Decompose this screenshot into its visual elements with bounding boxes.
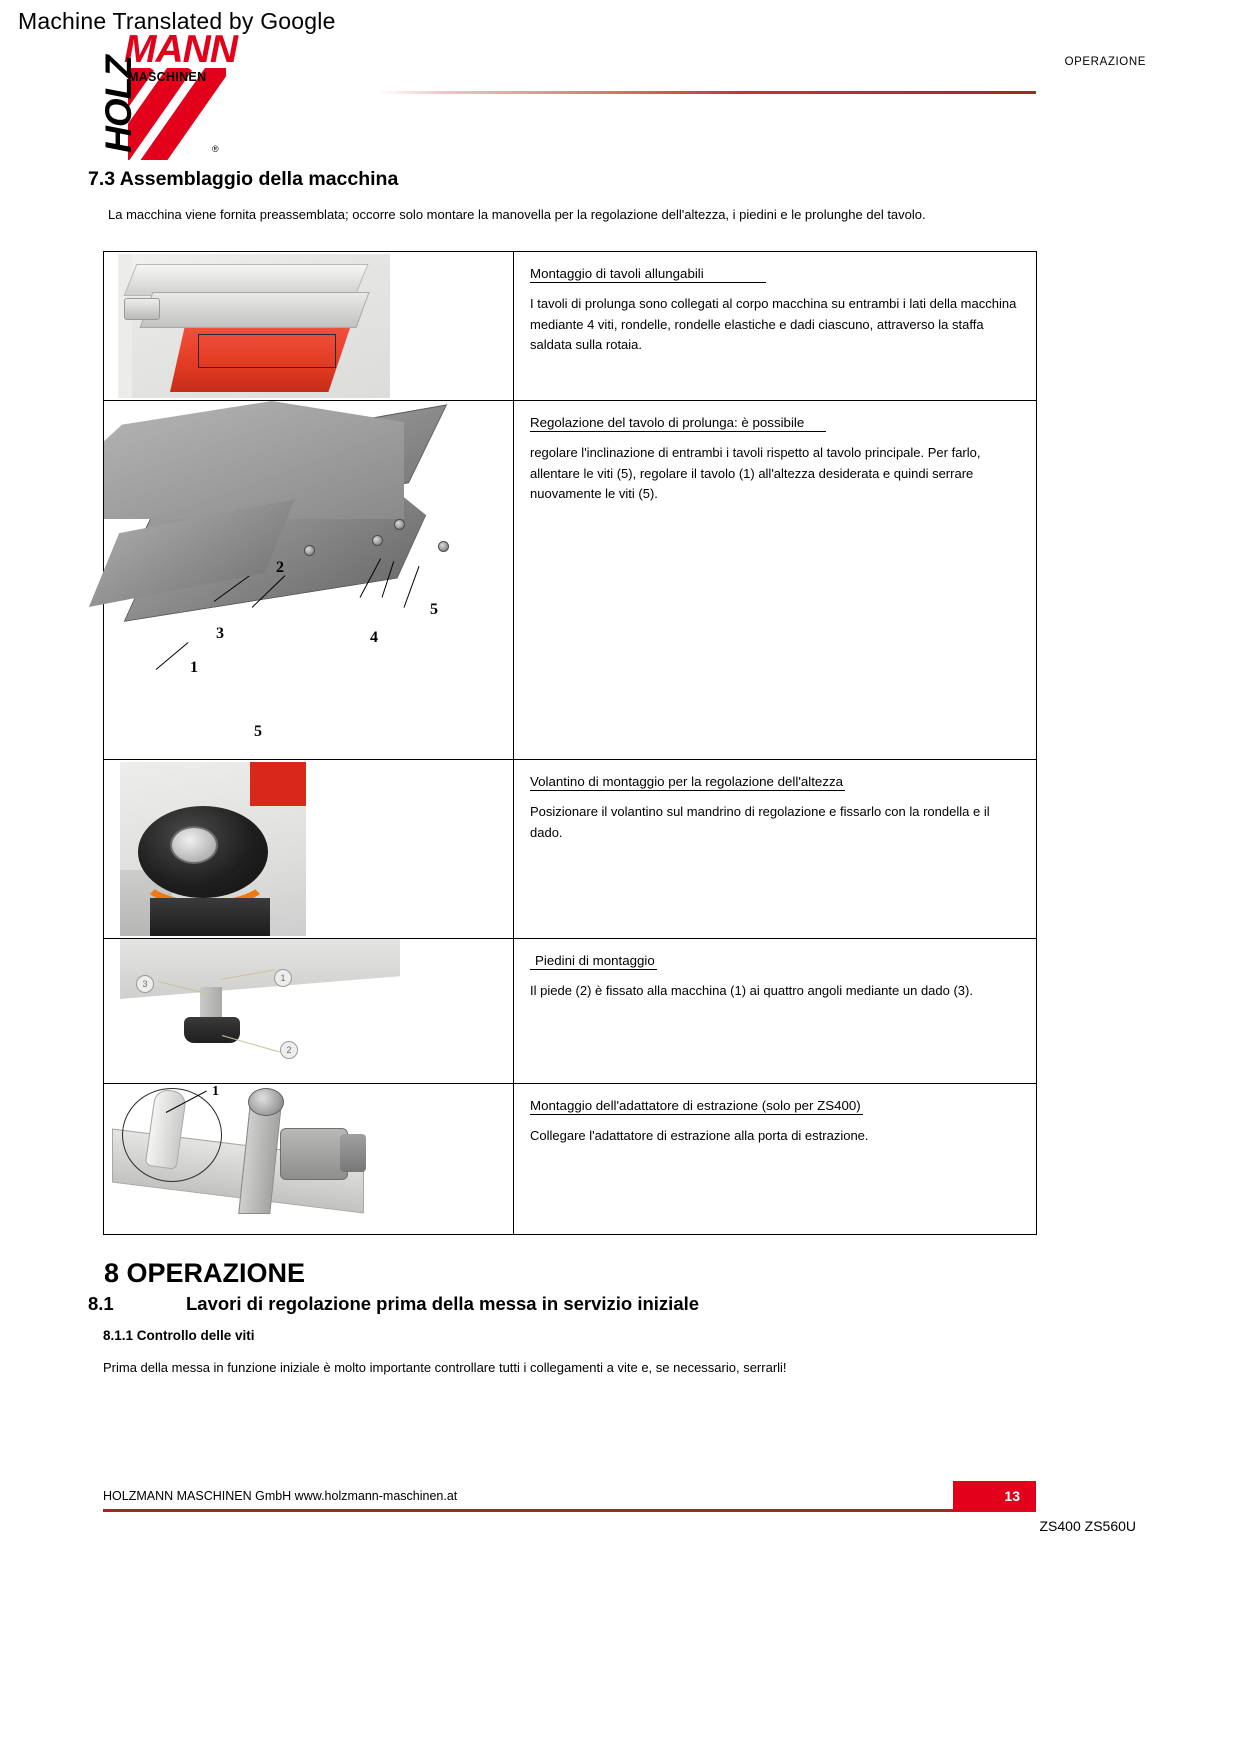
- holzmann-logo: [86, 28, 237, 160]
- callout-number: 4: [370, 629, 378, 646]
- section-81-number: 8.1: [88, 1293, 114, 1314]
- photo-canvas: [118, 254, 390, 398]
- row-heading: Volantino di montaggio per la regolazione dell'altezza: [530, 774, 844, 789]
- extraction-adapter-diagram: [104, 1084, 513, 1234]
- row-heading: Piedini di montaggio: [530, 953, 657, 970]
- row-heading: Montaggio di tavoli allungabili: [530, 266, 766, 283]
- photo-left-band: [118, 254, 132, 398]
- machine-foot-diagram: [104, 939, 513, 1083]
- rubber-foot-pad: [184, 1017, 240, 1043]
- exploded-extension-table-diagram: [104, 401, 513, 759]
- text-cell: [514, 939, 1037, 1084]
- header-section-label: OPERAZIONE: [1064, 56, 1146, 68]
- figure-cell-extension-table-photo: [104, 252, 514, 401]
- motor-end-cap: [340, 1134, 366, 1172]
- callout-number: 1: [190, 659, 198, 676]
- table-row: [104, 1084, 1037, 1235]
- leader-line: [404, 566, 420, 608]
- silver-plate: [139, 292, 369, 328]
- row-heading: Regolazione del tavolo di prolunga: è possibile: [530, 415, 826, 432]
- section-73-intro-paragraph: La macchina viene fornita preassemblata; occorre solo montare la manovella per la regolazione dell'altezza, i piedini e le prolunghe del tavolo.: [108, 207, 926, 222]
- section-811-title: 8.1.1 Controllo delle viti: [103, 1328, 255, 1343]
- logo-mann-text: MANN: [124, 28, 237, 71]
- adjust-knob: [248, 1088, 284, 1116]
- section-811-paragraph: Prima della messa in funzione iniziale è molto importante controllare tutti i collegamenti a vite e, se necessario, serrarli!: [103, 1360, 787, 1375]
- table-row: [104, 939, 1037, 1084]
- footer-rule-divider: [103, 1509, 1036, 1512]
- text-cell: [514, 401, 1037, 760]
- callout-number: 5: [430, 601, 438, 618]
- machine-base: [150, 898, 270, 936]
- figure-cell-machine-foot-diagram: [104, 939, 514, 1084]
- page-number-badge: 13: [953, 1481, 1036, 1511]
- section-8-title: 8 OPERAZIONE: [104, 1258, 306, 1288]
- bolt-icon: [372, 535, 383, 546]
- highlight-box: [198, 334, 336, 368]
- photo-canvas: [120, 762, 306, 936]
- row-body-text: Il piede (2) è fissato alla macchina (1) ai quattro angoli mediante un dado (3).: [530, 983, 973, 998]
- row-body-text: Collegare l'adattatore di estrazione alla porta di estrazione.: [530, 1128, 869, 1143]
- machine-body: [104, 401, 404, 519]
- motor-housing: [280, 1128, 348, 1180]
- bolt-icon: [304, 545, 315, 556]
- figure-cell-handwheel-photo: [104, 760, 514, 939]
- table-row: [104, 252, 1037, 401]
- red-machine-corner: [250, 762, 306, 806]
- row-body-text: regolare l'inclinazione di entrambi i tavoli rispetto al tavolo principale. Per farlo, allentare le viti (5), regolare il tavolo (1) all'altezza desiderata e quindi serrare nuovamente le viti (5).: [530, 445, 981, 502]
- handwheel-hub: [170, 826, 218, 864]
- callout-number: 2: [276, 559, 284, 576]
- leader-line: [222, 1035, 280, 1052]
- callout-number: 3: [136, 975, 154, 993]
- assembly-instructions-table: [103, 251, 1037, 1235]
- machine-translated-banner: Machine Translated by Google: [18, 8, 336, 34]
- registered-trademark-icon: ®: [212, 144, 219, 154]
- text-cell: [514, 252, 1037, 401]
- table-row: [104, 401, 1037, 760]
- bolt-icon: [394, 519, 405, 530]
- callout-number: 1: [212, 1084, 219, 1099]
- row-body-text: I tavoli di prolunga sono collegati al corpo macchina su entrambi i lati della macchina mediante 4 viti, rondelle, rondelle elastiche e dadi ciascuno, attraverso la staffa saldata sulla rotaia.: [530, 296, 1017, 353]
- logo-holz-text: HOLZ: [97, 56, 139, 153]
- left-knob: [124, 298, 160, 320]
- callout-number: 3: [216, 625, 224, 642]
- figure-cell-extraction-adapter-diagram: [104, 1084, 514, 1235]
- handwheel-photo: [104, 760, 513, 938]
- callout-number: 2: [280, 1041, 298, 1059]
- logo-maschinen-text: MASCHINEN: [128, 70, 207, 84]
- table-row: [104, 760, 1037, 939]
- section-81-title: Lavori di regolazione prima della messa in servizio iniziale: [186, 1293, 700, 1314]
- callout-number: 5: [254, 723, 262, 740]
- figure-cell-exploded-extension-table-diagram: [104, 401, 514, 760]
- leader-line: [156, 642, 189, 670]
- row-body-text: Posizionare il volantino sul mandrino di regolazione e fissarlo con la rondella e il dado.: [530, 804, 990, 840]
- machine-underside-panel: [120, 939, 400, 999]
- header-rule-divider: [378, 91, 1036, 94]
- model-designation: ZS400 ZS560U: [1039, 1518, 1136, 1534]
- footer-company-text: HOLZMANN MASCHINEN GmbH www.holzmann-maschinen.at: [103, 1489, 458, 1503]
- callout-number: 1: [274, 969, 292, 987]
- bolt-icon: [438, 541, 449, 552]
- text-cell: [514, 1084, 1037, 1235]
- section-73-title: 7.3 Assemblaggio della macchina: [88, 168, 399, 190]
- text-cell: [514, 760, 1037, 939]
- row-heading: Montaggio dell'adattatore di estrazione (solo per ZS400): [530, 1098, 861, 1113]
- extension-table-photo: [104, 252, 513, 400]
